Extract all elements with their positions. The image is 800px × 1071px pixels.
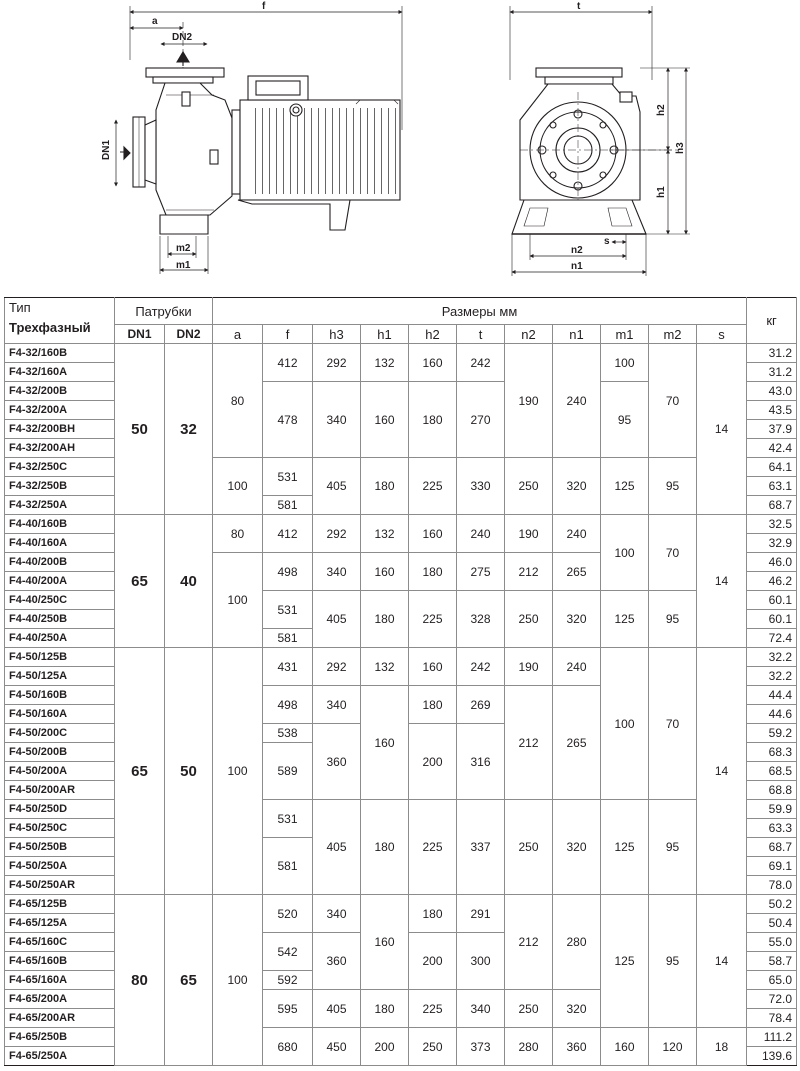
model-name: F4-65/200A <box>5 990 115 1009</box>
header-col-a: a <box>213 325 263 344</box>
dim-label-m2: m2 <box>176 243 191 254</box>
weight-kg: 63.3 <box>747 819 797 838</box>
header-col-h3: h3 <box>313 325 361 344</box>
dim-n2-value: 250 <box>505 591 553 648</box>
dim-f-value: 538 <box>263 724 313 743</box>
dim-h3-value: 405 <box>313 990 361 1028</box>
weight-kg: 78.4 <box>747 1009 797 1028</box>
dim-a-value: 80 <box>213 344 263 458</box>
model-name: F4-32/160A <box>5 363 115 382</box>
weight-kg: 72.4 <box>747 629 797 648</box>
weight-kg: 43.0 <box>747 382 797 401</box>
dim-label-a: a <box>152 16 158 27</box>
front-view <box>510 6 690 276</box>
dim-t-value: 270 <box>457 382 505 458</box>
weight-kg: 63.1 <box>747 477 797 496</box>
dim-h1-value: 160 <box>361 382 409 458</box>
model-name: F4-50/200C <box>5 724 115 743</box>
header-dn1: DN1 <box>115 325 165 344</box>
dim-h1-value: 180 <box>361 990 409 1028</box>
weight-kg: 44.4 <box>747 686 797 705</box>
model-name: F4-50/250C <box>5 819 115 838</box>
dim-h2-value: 200 <box>409 724 457 800</box>
header-col-h1: h1 <box>361 325 409 344</box>
dim-m1-value: 125 <box>601 895 649 1028</box>
dim-m2-value: 95 <box>649 800 697 895</box>
dim-n2-value: 212 <box>505 686 553 800</box>
model-name: F4-40/160B <box>5 515 115 534</box>
dim-n1-value: 320 <box>553 591 601 648</box>
dim-n2-value: 190 <box>505 515 553 553</box>
header-type <box>5 298 115 344</box>
model-name: F4-40/200A <box>5 572 115 591</box>
pump-dimension-drawing <box>0 0 800 296</box>
dim-h3-value: 292 <box>313 648 361 686</box>
dim-n1-value: 320 <box>553 990 601 1028</box>
dim-a-value: 100 <box>213 895 263 1066</box>
dim-h3-value: 340 <box>313 895 361 933</box>
port-dn1: 65 <box>115 648 165 895</box>
dim-m1-value: 125 <box>601 458 649 515</box>
dim-h1-value: 160 <box>361 895 409 990</box>
header-col-t: t <box>457 325 505 344</box>
model-name: F4-50/125B <box>5 648 115 667</box>
dim-f-value: 581 <box>263 838 313 895</box>
model-group <box>5 515 797 648</box>
model-name: F4-50/160A <box>5 705 115 724</box>
model-name: F4-50/125A <box>5 667 115 686</box>
header-ports: Патрубки <box>115 298 213 325</box>
dim-n1-value: 320 <box>553 800 601 895</box>
dim-n2-value: 190 <box>505 344 553 458</box>
weight-kg: 68.5 <box>747 762 797 781</box>
header-col-n1: n1 <box>553 325 601 344</box>
dim-f-value: 595 <box>263 990 313 1028</box>
dim-h2-value: 180 <box>409 553 457 591</box>
header-col-s: s <box>697 325 747 344</box>
header-col-m1: m1 <box>601 325 649 344</box>
dim-h3-value: 405 <box>313 591 361 648</box>
header-col-n2: n2 <box>505 325 553 344</box>
table-row <box>5 344 797 363</box>
dim-t-value: 291 <box>457 895 505 933</box>
port-dn1: 50 <box>115 344 165 515</box>
model-name: F4-32/200B <box>5 382 115 401</box>
weight-kg: 60.1 <box>747 591 797 610</box>
dim-m1-value: 160 <box>601 1028 649 1066</box>
dim-a-value: 80 <box>213 515 263 553</box>
dim-label-n2: n2 <box>571 245 583 256</box>
weight-kg: 68.7 <box>747 496 797 515</box>
dim-f-value: 431 <box>263 648 313 686</box>
weight-kg: 46.0 <box>747 553 797 572</box>
dim-s-value: 14 <box>697 895 747 1028</box>
model-group <box>5 648 797 895</box>
dim-f-value: 680 <box>263 1028 313 1066</box>
dimensions-table <box>4 297 797 1066</box>
dim-s-value: 14 <box>697 648 747 895</box>
dim-f-value: 531 <box>263 458 313 496</box>
dim-f-value: 589 <box>263 743 313 800</box>
dim-m1-value: 100 <box>601 648 649 800</box>
dim-t-value: 373 <box>457 1028 505 1066</box>
model-name: F4-50/200B <box>5 743 115 762</box>
dim-h1-value: 160 <box>361 686 409 800</box>
weight-kg: 72.0 <box>747 990 797 1009</box>
dim-n1-value: 360 <box>553 1028 601 1066</box>
dim-h2-value: 180 <box>409 382 457 458</box>
dim-h2-value: 225 <box>409 458 457 515</box>
dim-t-value: 242 <box>457 648 505 686</box>
model-name: F4-50/250AR <box>5 876 115 895</box>
weight-kg: 59.9 <box>747 800 797 819</box>
port-dn2: 32 <box>165 344 213 515</box>
model-name: F4-32/250C <box>5 458 115 477</box>
dim-f-value: 520 <box>263 895 313 933</box>
weight-kg: 68.7 <box>747 838 797 857</box>
model-name: F4-32/200AH <box>5 439 115 458</box>
port-dn2: 40 <box>165 515 213 648</box>
port-dn1: 80 <box>115 895 165 1066</box>
weight-kg: 69.1 <box>747 857 797 876</box>
dim-h1-value: 132 <box>361 648 409 686</box>
dim-s-value: 18 <box>697 1028 747 1066</box>
dim-h1-value: 132 <box>361 515 409 553</box>
dim-t-value: 300 <box>457 933 505 990</box>
weight-kg: 64.1 <box>747 458 797 477</box>
header-dn2: DN2 <box>165 325 213 344</box>
dim-f-value: 531 <box>263 591 313 629</box>
header-col-f: f <box>263 325 313 344</box>
dim-n2-value: 190 <box>505 648 553 686</box>
dim-n2-value: 280 <box>505 1028 553 1066</box>
dim-n2-value: 250 <box>505 800 553 895</box>
weight-kg: 55.0 <box>747 933 797 952</box>
dim-t-value: 240 <box>457 515 505 553</box>
table-row <box>5 895 797 914</box>
port-dn1: 65 <box>115 515 165 648</box>
dim-f-value: 478 <box>263 382 313 458</box>
dim-f-value: 592 <box>263 971 313 990</box>
dim-m1-value: 100 <box>601 515 649 591</box>
dim-label-h2: h2 <box>656 104 667 116</box>
weight-kg: 37.9 <box>747 420 797 439</box>
dim-f-value: 531 <box>263 800 313 838</box>
dim-h3-value: 360 <box>313 724 361 800</box>
dim-m1-value: 125 <box>601 800 649 895</box>
dim-h1-value: 132 <box>361 344 409 382</box>
dim-m1-value: 125 <box>601 591 649 648</box>
dim-label-t: t <box>577 1 581 12</box>
dim-h2-value: 160 <box>409 515 457 553</box>
weight-kg: 31.2 <box>747 344 797 363</box>
dim-h3-value: 292 <box>313 344 361 382</box>
weight-kg: 60.1 <box>747 610 797 629</box>
dim-h2-value: 160 <box>409 344 457 382</box>
header-kg: кг <box>747 298 797 344</box>
side-view <box>116 6 402 274</box>
header-col-h2: h2 <box>409 325 457 344</box>
dim-h3-value: 405 <box>313 458 361 515</box>
dim-t-value: 269 <box>457 686 505 724</box>
dim-m2-value: 70 <box>649 648 697 800</box>
model-name: F4-32/160B <box>5 344 115 363</box>
dim-m1-value: 95 <box>601 382 649 458</box>
model-name: F4-50/250D <box>5 800 115 819</box>
dim-h1-value: 160 <box>361 553 409 591</box>
dim-label-n1: n1 <box>571 261 583 272</box>
dim-a-value: 100 <box>213 458 263 515</box>
weight-kg: 32.2 <box>747 648 797 667</box>
weight-kg: 32.9 <box>747 534 797 553</box>
dim-m2-value: 120 <box>649 1028 697 1066</box>
dim-m2-value: 95 <box>649 591 697 648</box>
model-name: F4-65/125B <box>5 895 115 914</box>
dim-label-dn1: DN1 <box>101 139 112 160</box>
model-name: F4-65/160A <box>5 971 115 990</box>
model-name: F4-50/250A <box>5 857 115 876</box>
weight-kg: 58.7 <box>747 952 797 971</box>
model-name: F4-50/250B <box>5 838 115 857</box>
model-name: F4-40/250A <box>5 629 115 648</box>
model-name: F4-32/250B <box>5 477 115 496</box>
model-name: F4-65/160B <box>5 952 115 971</box>
dim-h1-value: 180 <box>361 800 409 895</box>
dim-h3-value: 340 <box>313 382 361 458</box>
weight-kg: 46.2 <box>747 572 797 591</box>
table-row <box>5 515 797 534</box>
dim-h2-value: 225 <box>409 990 457 1028</box>
dim-label-h1: h1 <box>656 186 667 198</box>
dim-a-value: 100 <box>213 553 263 648</box>
weight-kg: 43.5 <box>747 401 797 420</box>
dim-m2-value: 95 <box>649 895 697 1028</box>
dim-f-value: 498 <box>263 553 313 591</box>
dim-h2-value: 180 <box>409 895 457 933</box>
dim-n1-value: 280 <box>553 895 601 990</box>
weight-kg: 68.8 <box>747 781 797 800</box>
port-dn2: 65 <box>165 895 213 1066</box>
dim-h3-value: 450 <box>313 1028 361 1066</box>
weight-kg: 78.0 <box>747 876 797 895</box>
dim-n2-value: 250 <box>505 990 553 1028</box>
model-name: F4-65/125A <box>5 914 115 933</box>
weight-kg: 50.4 <box>747 914 797 933</box>
model-name: F4-65/160C <box>5 933 115 952</box>
weight-kg: 65.0 <box>747 971 797 990</box>
dim-m2-value: 70 <box>649 344 697 458</box>
model-name: F4-65/250B <box>5 1028 115 1047</box>
dim-h3-value: 405 <box>313 800 361 895</box>
model-name: F4-40/160A <box>5 534 115 553</box>
dim-label-h3: h3 <box>675 142 686 154</box>
dim-f-value: 498 <box>263 686 313 724</box>
weight-kg: 139.6 <box>747 1047 797 1066</box>
dim-h3-value: 292 <box>313 515 361 553</box>
dim-t-value: 242 <box>457 344 505 382</box>
dim-label-s: s <box>604 236 610 247</box>
dim-t-value: 340 <box>457 990 505 1028</box>
model-name: F4-32/250A <box>5 496 115 515</box>
dim-m2-value: 70 <box>649 515 697 591</box>
weight-kg: 68.3 <box>747 743 797 762</box>
port-dn2: 50 <box>165 648 213 895</box>
dim-label-m1: m1 <box>176 260 191 271</box>
dim-h2-value: 250 <box>409 1028 457 1066</box>
dim-h2-value: 180 <box>409 686 457 724</box>
model-name: F4-50/200AR <box>5 781 115 800</box>
dim-n2-value: 212 <box>505 553 553 591</box>
dim-n1-value: 265 <box>553 553 601 591</box>
dim-m1-value: 100 <box>601 344 649 382</box>
model-name: F4-65/200AR <box>5 1009 115 1028</box>
dim-s-value: 14 <box>697 344 747 515</box>
dim-h1-value: 200 <box>361 1028 409 1066</box>
dim-n2-value: 212 <box>505 895 553 990</box>
dim-t-value: 337 <box>457 800 505 895</box>
dim-t-value: 330 <box>457 458 505 515</box>
dim-a-value: 100 <box>213 648 263 895</box>
dim-n2-value: 250 <box>505 458 553 515</box>
dim-n1-value: 240 <box>553 344 601 458</box>
model-name: F4-32/200A <box>5 401 115 420</box>
dim-n1-value: 240 <box>553 515 601 553</box>
dim-s-value: 14 <box>697 515 747 648</box>
weight-kg: 31.2 <box>747 363 797 382</box>
weight-kg: 42.4 <box>747 439 797 458</box>
dim-n1-value: 240 <box>553 648 601 686</box>
model-group <box>5 895 797 1066</box>
dim-label-dn2: DN2 <box>172 32 193 43</box>
dim-h2-value: 160 <box>409 648 457 686</box>
header-phase-label: Трехфазный <box>9 320 91 335</box>
model-name: F4-65/250A <box>5 1047 115 1066</box>
dim-h2-value: 225 <box>409 591 457 648</box>
model-name: F4-40/200B <box>5 553 115 572</box>
model-name: F4-40/250B <box>5 610 115 629</box>
dim-h3-value: 340 <box>313 553 361 591</box>
model-name: F4-32/200BH <box>5 420 115 439</box>
dim-f-value: 412 <box>263 344 313 382</box>
dim-h1-value: 180 <box>361 591 409 648</box>
dim-m2-value: 95 <box>649 458 697 515</box>
dim-label-f: f <box>262 1 266 12</box>
dim-h3-value: 340 <box>313 686 361 724</box>
weight-kg: 59.2 <box>747 724 797 743</box>
weight-kg: 44.6 <box>747 705 797 724</box>
dim-t-value: 275 <box>457 553 505 591</box>
dim-h2-value: 200 <box>409 933 457 990</box>
model-name: F4-50/200A <box>5 762 115 781</box>
header-dimensions: Размеры мм <box>213 298 747 325</box>
dim-h2-value: 225 <box>409 800 457 895</box>
dim-h3-value: 360 <box>313 933 361 990</box>
dim-h1-value: 180 <box>361 458 409 515</box>
model-name: F4-50/160B <box>5 686 115 705</box>
model-name: F4-40/250C <box>5 591 115 610</box>
model-group <box>5 344 797 515</box>
weight-kg: 32.5 <box>747 515 797 534</box>
dim-f-value: 412 <box>263 515 313 553</box>
dim-n1-value: 320 <box>553 458 601 515</box>
dim-t-value: 316 <box>457 724 505 800</box>
weight-kg: 111.2 <box>747 1028 797 1047</box>
weight-kg: 50.2 <box>747 895 797 914</box>
dim-t-value: 328 <box>457 591 505 648</box>
header-col-m2: m2 <box>649 325 697 344</box>
weight-kg: 32.2 <box>747 667 797 686</box>
dim-f-value: 542 <box>263 933 313 971</box>
dim-f-value: 581 <box>263 629 313 648</box>
dim-n1-value: 265 <box>553 686 601 800</box>
header-type-label: Тип <box>9 300 31 315</box>
table-row <box>5 648 797 667</box>
dim-f-value: 581 <box>263 496 313 515</box>
